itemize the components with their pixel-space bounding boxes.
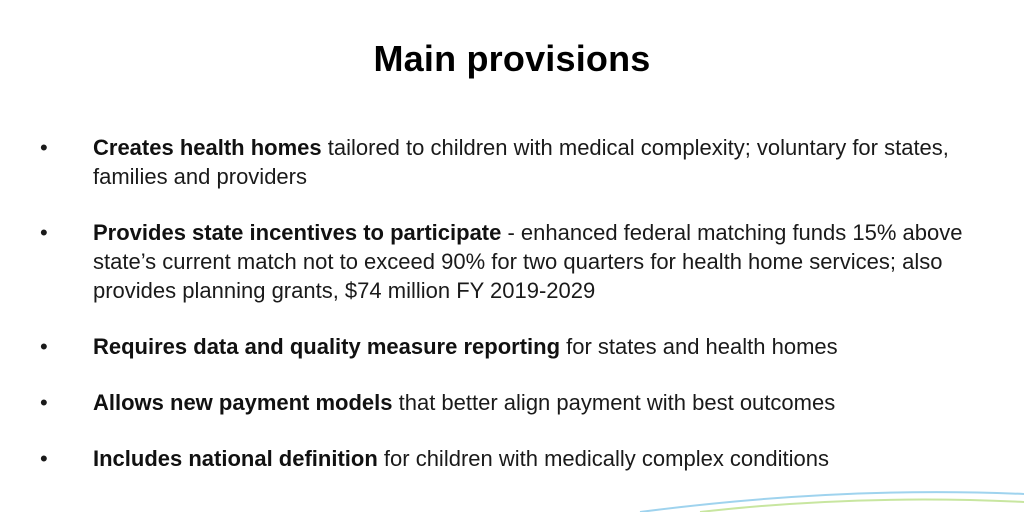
bullet-item-national-definition bbox=[0, 444, 1024, 473]
bullet-item-health-homes bbox=[0, 133, 1024, 191]
bullet-body-text: for children with medically complex conditions bbox=[377, 446, 829, 471]
bullet-list bbox=[0, 133, 1024, 473]
bullet-dot: • bbox=[40, 446, 48, 471]
bullet-bold-text: Requires data and quality measure reporting bbox=[93, 334, 561, 359]
decorative-swoosh bbox=[0, 472, 1024, 512]
bullet-bold-text: Provides state incentives to participate bbox=[93, 220, 502, 245]
bullet-item-data-reporting bbox=[0, 332, 1024, 361]
bullet-dot: • bbox=[40, 135, 48, 160]
slide-title: Main provisions bbox=[373, 38, 651, 79]
bullet-body-text: that better align payment with best outcomes bbox=[392, 390, 836, 415]
bullet-bold-text: Allows new payment models bbox=[93, 390, 393, 415]
bullet-body-text: for states and health homes bbox=[560, 334, 838, 359]
bullet-dot: • bbox=[40, 390, 48, 415]
bullet-dot: • bbox=[40, 220, 48, 245]
bullet-bold-text: Creates health homes bbox=[93, 135, 322, 160]
bullet-body-text: - enhanced federal matching funds 15% above state’s current match not to exceed 90% for two quarters for health home services; also provides planning grants, $74 million FY 2019-2029 bbox=[93, 220, 963, 303]
swoosh-green-curve bbox=[700, 500, 1024, 512]
bullet-item-state-incentives bbox=[0, 218, 1024, 305]
bullet-item-payment-models bbox=[0, 388, 1024, 417]
bullet-dot: • bbox=[40, 334, 48, 359]
bullet-bold-text: Includes national definition bbox=[93, 446, 378, 471]
bullet-body-text: tailored to children with medical complexity; voluntary for states, families and providers bbox=[93, 135, 949, 189]
